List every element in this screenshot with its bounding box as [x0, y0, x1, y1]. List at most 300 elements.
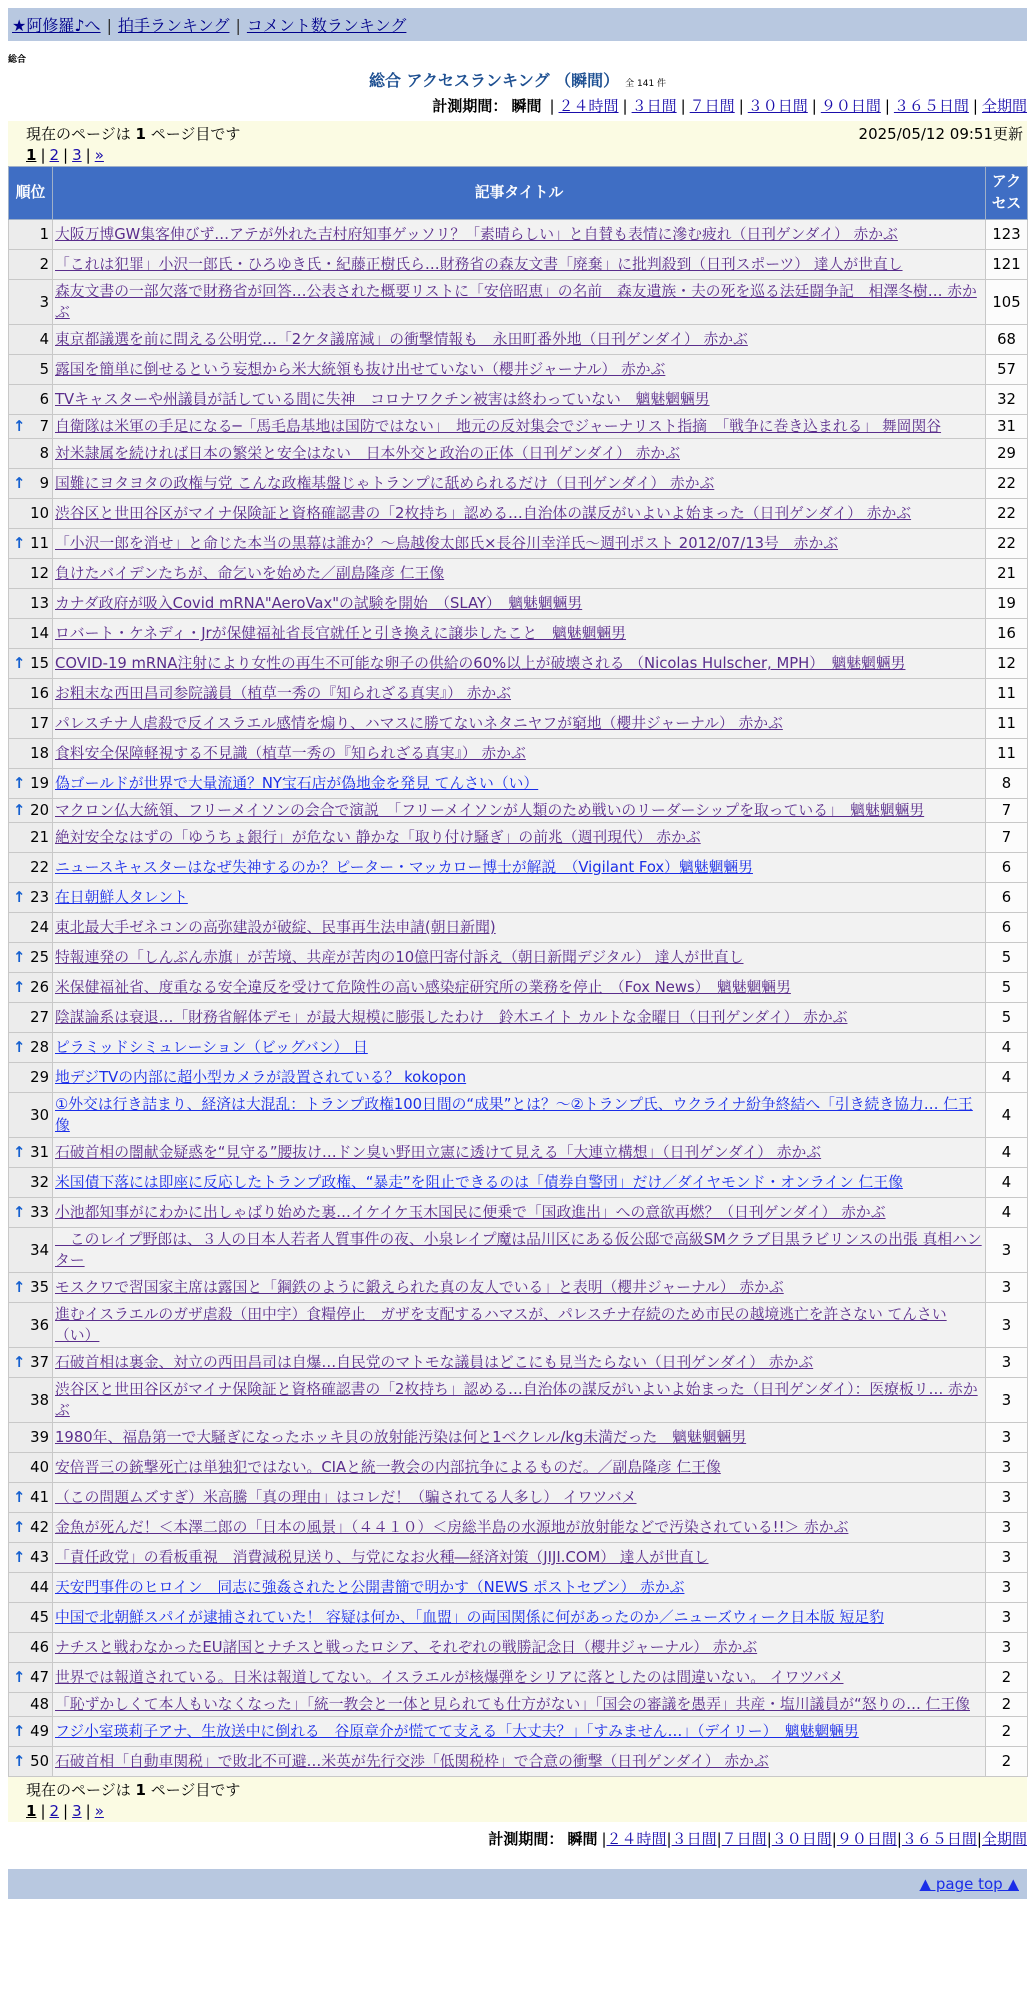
period-label: 計測期間： — [432, 97, 508, 115]
article-title-link[interactable]: フジ小室瑛莉子アナ、生放送中に倒れる 谷原章介が慌てて支える「大丈夫？」「すみません…」（デイリー） 魑魅魍魎男 — [55, 1723, 859, 1740]
title-cell — [53, 1138, 986, 1168]
period-separator: | — [831, 1830, 837, 1848]
rank-cell — [9, 1543, 53, 1573]
rank-cell — [9, 1663, 53, 1693]
rank-cell — [9, 649, 53, 679]
article-title-link[interactable]: 渋谷区と世田谷区がマイナ保険証と資格確認書の「2枚持ち」認める…自治体の謀反がいよいよ始まった（日刊ゲンダイ） 赤かぶ — [55, 505, 912, 522]
access-count: 21 — [986, 559, 1028, 589]
access-count: 4 — [986, 1063, 1028, 1093]
period-link[interactable]: ３０日間 — [747, 97, 808, 115]
rank-number: 38 — [30, 1391, 49, 1409]
rank-cell — [9, 1423, 53, 1453]
article-title-link[interactable]: 在日朝鮮人タレント — [55, 889, 188, 906]
title-cell — [53, 913, 986, 943]
access-count: 2 — [986, 1663, 1028, 1693]
period-link[interactable]: ７日間 — [721, 1830, 767, 1848]
period-separator: | — [716, 1830, 722, 1848]
article-title-link[interactable]: 米保健福祉省、度重なる安全違反を受けて危険性の高い感染症研究所の業務を停止 （Fox News） 魑魅魍魎男 — [55, 979, 791, 996]
table-row — [9, 499, 1028, 529]
rank-cell — [9, 1483, 53, 1513]
access-count: 4 — [986, 1198, 1028, 1228]
rank-number: 32 — [30, 1174, 49, 1191]
page-link[interactable]: 3 — [72, 146, 82, 164]
rank-cell — [9, 619, 53, 649]
title-cell — [53, 220, 986, 250]
table-row — [9, 559, 1028, 589]
title-cell — [53, 1693, 986, 1717]
access-count: 105 — [986, 280, 1028, 325]
access-count: 32 — [986, 385, 1028, 415]
period-link[interactable]: ２４時間 — [558, 97, 619, 115]
header-title: 記事タイトル — [53, 167, 986, 220]
period-separator: | — [601, 1830, 607, 1848]
article-title-link[interactable]: 1980年、福島第一で大騒ぎになったホッキ貝の放射能汚染は何と1ベクレル/kg未満だった 魑魅魍魎男 — [55, 1429, 747, 1446]
rank-number: 10 — [30, 505, 49, 522]
table-row — [9, 529, 1028, 559]
access-count: 11 — [986, 709, 1028, 739]
rank-number: 7 — [39, 418, 49, 435]
rank-number: 43 — [30, 1549, 49, 1566]
article-title-link[interactable]: 進むイスラエルのガザ虐殺（田中宇）食糧停止 ガザを支配するハマスが、パレスチナ存続のため市民の越境逃亡を許さない てんさい（い） — [55, 1306, 947, 1344]
table-row — [9, 1483, 1028, 1513]
table-row — [9, 973, 1028, 1003]
rank-number: 29 — [30, 1069, 49, 1086]
page-separator: | — [85, 146, 91, 164]
period-separator: | — [976, 1830, 982, 1848]
category-label: 総合 — [8, 55, 27, 65]
rank-number: 18 — [30, 745, 49, 762]
title-cell — [53, 280, 986, 325]
article-title-link[interactable]: 国難にヨタヨタの政権与党 こんな政権基盤じゃトランプに舐められるだけ（日刊ゲンダイ） 赤かぶ — [55, 475, 715, 492]
rank-cell — [9, 415, 53, 439]
pagination-top — [26, 146, 1023, 164]
table-row — [9, 439, 1028, 469]
access-count: 6 — [986, 913, 1028, 943]
title-cell — [53, 1747, 986, 1777]
access-count: 2 — [986, 1747, 1028, 1777]
article-title-link[interactable]: 露国を簡単に倒せるという妄想から米大統領も抜け出せていない（櫻井ジャーナル） 赤かぶ — [55, 361, 666, 378]
article-title-link[interactable]: 天安門事件のヒロイン 同志に強姦されたと公開書簡で明かす（NEWS ポストセブン） 赤かぶ — [55, 1579, 685, 1596]
table-row — [9, 250, 1028, 280]
rank-up-arrow-icon: ↑ — [13, 802, 26, 819]
table-row — [9, 1063, 1028, 1093]
title-cell — [53, 853, 986, 883]
rank-cell — [9, 1513, 53, 1543]
article-title-link[interactable]: 食料安全保障軽視する不見識（植草一秀の『知られざる真実』） 赤かぶ — [55, 745, 526, 762]
rank-number: 34 — [30, 1241, 49, 1259]
title-cell — [53, 1063, 986, 1093]
access-count: 3 — [986, 1303, 1028, 1348]
rank-number: 4 — [39, 331, 49, 348]
article-title-link[interactable]: 渋谷区と世田谷区がマイナ保険証と資格確認書の「2枚持ち」認める…自治体の謀反がいよいよ始まった（日刊ゲンダイ）：医療板リ… 赤かぶ — [55, 1381, 978, 1419]
table-row — [9, 325, 1028, 355]
period-link[interactable]: 全期間 — [981, 1830, 1027, 1848]
rank-number: 33 — [30, 1204, 49, 1221]
period-separator: | — [811, 97, 817, 115]
rank-number: 5 — [39, 361, 49, 378]
article-title-link[interactable]: ロバート・ケネディ・Jrが保健福祉省長官就任と引き換えに譲歩したこと 魑魅魍魎男 — [55, 625, 626, 642]
title-cell — [53, 799, 986, 823]
page-link[interactable]: 3 — [72, 1802, 82, 1820]
rank-number: 24 — [30, 919, 49, 936]
article-title-link[interactable]: 中国で北朝鮮スパイが逮捕されていた！ 容疑は何か、「血盟」の両国関係に何があったのか／ニューズウィーク日本版 短足豹 — [55, 1609, 884, 1626]
page-separator: | — [63, 146, 69, 164]
title-cell — [53, 1483, 986, 1513]
article-title-link[interactable]: 「小沢一郎を消せ」と命じた本当の黒幕は誰か？～鳥越俊太郎氏×長谷川幸洋氏～週刊ポスト 2012/07/13号 赤かぶ — [55, 535, 839, 552]
rank-number: 50 — [30, 1753, 49, 1770]
article-title-link[interactable]: 東京都議選を前に問える公明党…「2ケタ議席減」の衝撃情報も 永田町番外地（日刊ゲンダイ） 赤かぶ — [55, 331, 748, 348]
table-row — [9, 1453, 1028, 1483]
period-selector-top — [8, 95, 1027, 116]
article-title-link[interactable]: 石破首相「自動車関税」で敗北不可避…米英が先行交渉「低関税枠」で合意の衝撃（日刊ゲンダイ） 赤かぶ — [55, 1753, 769, 1770]
access-count: 4 — [986, 1168, 1028, 1198]
article-title-link[interactable]: 「これは犯罪」小沢一郎氏・ひろゆき氏・紀藤正樹氏ら…財務省の森友文書「廃棄」に批判殺到（日刊スポーツ） 達人が世直し — [55, 256, 903, 273]
access-count: 6 — [986, 883, 1028, 913]
page-current: 1 — [26, 146, 37, 164]
period-link[interactable]: ２４時間 — [606, 1830, 667, 1848]
page-next-link[interactable]: » — [94, 146, 104, 164]
rank-cell — [9, 1273, 53, 1303]
current-page-text-bottom: 現在のページは 1 ページ目です — [26, 1781, 241, 1799]
article-title-link[interactable]: 偽ゴールドが世界で大量流通？NY宝石店が偽地金を発見 てんさい（い） — [55, 775, 539, 792]
access-count: 3 — [986, 1603, 1028, 1633]
rank-up-arrow-icon: ↑ — [13, 475, 26, 492]
article-title-link[interactable]: お粗末な西田昌司参院議員（植草一秀の『知られざる真実』） 赤かぶ — [55, 685, 512, 702]
article-title-link[interactable]: 東北最大手ゼネコンの高弥建設が破綻、民事再生法申請(朝日新聞) — [55, 919, 496, 936]
article-title-link[interactable]: 森友文書の一部欠落で財務省が回答…公表された概要リストに「安倍昭恵」の名前 森友遺族・夫の死を巡る法廷闘争記 相澤冬樹… 赤かぶ — [55, 283, 977, 321]
rank-up-arrow-icon: ↑ — [13, 1204, 26, 1221]
article-title-link[interactable]: 自衛隊は米軍の手足になる─「馬毛島基地は国防ではない」 地元の反対集会でジャーナリスト指摘 「戦争に巻き込まれる」 舞岡関谷 — [55, 418, 942, 435]
article-title-link[interactable]: 特報連発の「しんぶん赤旗」が苦境、共産が苦肉の10億円寄付訴え（朝日新聞デジタル） 達人が世直し — [55, 949, 744, 966]
rank-number: 3 — [39, 293, 49, 311]
rank-cell — [9, 559, 53, 589]
table-row — [9, 1717, 1028, 1747]
table-row — [9, 679, 1028, 709]
title-cell — [53, 1198, 986, 1228]
table-row — [9, 589, 1028, 619]
access-count: 3 — [986, 1348, 1028, 1378]
article-title-link[interactable]: 世界では報道されている。日米は報道してない。イスラエルが核爆弾をシリアに落としたのは間違いない。 イワツバメ — [55, 1669, 844, 1686]
rank-cell — [9, 943, 53, 973]
period-link[interactable]: ９０日間 — [820, 97, 881, 115]
rank-cell — [9, 1453, 53, 1483]
rank-cell — [9, 1693, 53, 1717]
access-count: 22 — [986, 499, 1028, 529]
rank-up-arrow-icon: ↑ — [13, 1039, 26, 1056]
article-title-link[interactable]: モスクワで習国家主席は露国と「鋼鉄のように鍛えられた真の友人でいる」と表明（櫻井ジャーナル） 赤かぶ — [55, 1279, 784, 1296]
access-count: 6 — [986, 853, 1028, 883]
table-row — [9, 1303, 1028, 1348]
table-header-row — [9, 167, 1028, 220]
rank-cell — [9, 739, 53, 769]
table-row — [9, 823, 1028, 853]
rank-up-arrow-icon: ↑ — [13, 949, 26, 966]
access-count: 3 — [986, 1378, 1028, 1423]
rank-number: 19 — [30, 775, 49, 792]
access-count: 3 — [986, 1423, 1028, 1453]
rank-up-arrow-icon: ↑ — [13, 1489, 26, 1506]
access-count: 3 — [986, 1228, 1028, 1273]
title-cell — [53, 250, 986, 280]
access-count: 68 — [986, 325, 1028, 355]
table-row — [9, 709, 1028, 739]
table-row — [9, 1543, 1028, 1573]
rank-cell — [9, 469, 53, 499]
rank-cell — [9, 823, 53, 853]
title-cell — [53, 1633, 986, 1663]
page-title-text: 総合 アクセスランキング （瞬間） — [368, 71, 620, 90]
period-link[interactable]: ３日間 — [671, 1830, 717, 1848]
rank-up-arrow-icon: ↑ — [13, 1279, 26, 1296]
period-separator: | — [666, 1830, 672, 1848]
access-count: 4 — [986, 1138, 1028, 1168]
rank-cell — [9, 325, 53, 355]
rank-number: 17 — [30, 715, 49, 732]
article-title-link[interactable]: 「責任政党」の看板重視 消費減税見送り、与党になお火種―経済対策（JIJI.COM） 達人が世直し — [55, 1549, 709, 1566]
rank-cell — [9, 1168, 53, 1198]
access-count: 3 — [986, 1273, 1028, 1303]
table-row — [9, 649, 1028, 679]
article-title-link[interactable]: パレスチナ人虐殺で反イスラエル感情を煽り、ハマスに勝てないネタニヤフが窮地（櫻井ジャーナル） 赤かぶ — [55, 715, 783, 732]
access-count: 3 — [986, 1513, 1028, 1543]
article-title-link[interactable]: このレイプ野郎は、３人の日本人若者人質事件の夜、小泉レイプ魔は品川区にある仮公邸で高級SMクラブ目黒ラビリンスの出張 真相ハンター — [55, 1231, 982, 1269]
rank-number: 22 — [30, 859, 49, 876]
article-title-link[interactable]: ①外交は行き詰まり、経済は大混乱：トランプ政権100日間の“成果”とは？～②トランプ氏、ウクライナ紛争終結へ「引き続き協力… 仁王像 — [55, 1096, 973, 1134]
period-separator: | — [738, 97, 744, 115]
article-title-link[interactable]: 小池都知事がにわかに出しゃばり始めた裏…イケイケ玉木国民に便乗で「国政進出」への意欲再燃？（日刊ゲンダイ） 赤かぶ — [55, 1204, 886, 1221]
rank-number: 41 — [30, 1489, 49, 1506]
title-cell — [53, 529, 986, 559]
article-title-link[interactable]: 地デジTVの内部に超小型カメラが設置されている？ kokopon — [55, 1069, 467, 1086]
rank-cell — [9, 589, 53, 619]
rank-number: 37 — [30, 1354, 49, 1371]
title-cell — [53, 1453, 986, 1483]
rank-cell — [9, 709, 53, 739]
rank-number: 6 — [39, 391, 49, 408]
title-cell — [53, 823, 986, 853]
article-title-link[interactable]: ナチスと戦わなかったEU諸国とナチスと戦ったロシア、それぞれの戦勝記念日（櫻井ジャーナル） 赤かぶ — [55, 1639, 758, 1656]
access-count: 7 — [986, 823, 1028, 853]
title-cell — [53, 1093, 986, 1138]
table-row — [9, 853, 1028, 883]
title-cell — [53, 1717, 986, 1747]
table-row — [9, 883, 1028, 913]
access-count: 3 — [986, 1453, 1028, 1483]
access-count: 19 — [986, 589, 1028, 619]
rank-number: 12 — [30, 565, 49, 582]
table-row — [9, 1423, 1028, 1453]
access-count: 5 — [986, 943, 1028, 973]
rank-cell — [9, 799, 53, 823]
title-cell — [53, 1003, 986, 1033]
period-current: 瞬間 — [511, 97, 542, 115]
nav-link-asyura-home[interactable]: ★阿修羅♪へ — [12, 16, 101, 35]
article-title-link[interactable]: TVキャスターや州議員が話している間に失神 コロナワクチン被害は終わっていない 魑魅魍魎男 — [55, 391, 710, 408]
period-separator: | — [622, 97, 628, 115]
period-link[interactable]: ３日間 — [631, 97, 677, 115]
rank-cell — [9, 220, 53, 250]
access-count: 121 — [986, 250, 1028, 280]
period-separator: | — [766, 1830, 772, 1848]
page-current: 1 — [26, 1802, 37, 1820]
table-row — [9, 1693, 1028, 1717]
article-title-link[interactable]: COVID-19 mRNA注射により女性の再生不可能な卵子の供給の60%以上が破壊される （Nicolas Hulscher, MPH） 魑魅魍魎男 — [55, 655, 906, 672]
article-title-link[interactable]: 陰謀論系は衰退…「財務省解体デモ」が最大規模に膨張したわけ 鈴木エイト カルトな金曜日（日刊ゲンダイ） 赤かぶ — [55, 1009, 848, 1026]
title-cell — [53, 1603, 986, 1633]
table-row — [9, 1033, 1028, 1063]
rank-cell — [9, 1747, 53, 1777]
rank-cell — [9, 1138, 53, 1168]
period-link[interactable]: ７日間 — [689, 97, 735, 115]
rank-number: 39 — [30, 1429, 49, 1446]
article-title-link[interactable]: 石破首相は裏金、対立の西田昌司は自爆…自民党のマトモな議員はどこにも見当たらない（日刊ゲンダイ） 赤かぶ — [55, 1354, 814, 1371]
article-title-link[interactable]: 対米隷属を続ければ日本の繁栄と安全はない 日本外交と政治の正体（日刊ゲンダイ） 赤かぶ — [55, 445, 680, 462]
period-link[interactable]: ３６５日間 — [901, 1830, 977, 1848]
access-count: 3 — [986, 1543, 1028, 1573]
title-cell — [53, 355, 986, 385]
rank-number: 23 — [30, 889, 49, 906]
article-title-link[interactable]: ピラミッドシミュレーション（ビッグバン） 日 — [55, 1039, 368, 1056]
article-title-link[interactable]: マクロン仏大統領、フリーメイソンの会合で演説 「フリーメイソンが人類のため戦いのリーダーシップを取っている」 魑魅魍魎男 — [55, 802, 925, 819]
title-cell — [53, 1033, 986, 1063]
rank-up-arrow-icon: ↑ — [13, 1549, 26, 1566]
table-row — [9, 1198, 1028, 1228]
page-separator: | — [63, 1802, 69, 1820]
article-title-link[interactable]: カナダ政府が吸入Covid mRNA"AeroVax"の試験を開始 （SLAY） 魑魅魍魎男 — [55, 595, 583, 612]
title-cell — [53, 415, 986, 439]
article-title-link[interactable]: ニュースキャスターはなぜ失神するのか？ピーター・マッカロー博士が解説 （Vigilant Fox）魑魅魍魎男 — [55, 859, 753, 876]
title-cell — [53, 1168, 986, 1198]
rank-cell — [9, 250, 53, 280]
page-info-top — [8, 121, 1027, 166]
page-next-link[interactable]: » — [94, 1802, 104, 1820]
rank-cell — [9, 1717, 53, 1747]
table-row — [9, 619, 1028, 649]
ranking-table — [8, 166, 1028, 1777]
rank-up-arrow-icon: ↑ — [13, 775, 26, 792]
rank-up-arrow-icon: ↑ — [13, 655, 26, 672]
access-count: 22 — [986, 469, 1028, 499]
title-cell — [53, 589, 986, 619]
period-link[interactable]: ３０日間 — [771, 1830, 832, 1848]
table-row — [9, 1003, 1028, 1033]
article-title-link[interactable]: 大阪万博GW集客伸びず…アテが外れた吉村府知事ゲッソリ？「素晴らしい」と自賛も表情に滲む疲れ（日刊ゲンダイ） 赤かぶ — [55, 226, 898, 243]
table-row — [9, 1603, 1028, 1633]
rank-cell — [9, 1228, 53, 1273]
title-cell — [53, 1378, 986, 1423]
title-cell — [53, 619, 986, 649]
article-title-link[interactable]: 「恥ずかしくて本人もいなくなった」「統一教会と一体と見られても仕方がない」「国会の審議を愚弄」共産・塩川議員が“怒りの… 仁王像 — [55, 1696, 970, 1713]
rank-number: 25 — [30, 949, 49, 966]
period-link[interactable]: ９０日間 — [836, 1830, 897, 1848]
rank-number: 40 — [30, 1459, 49, 1476]
page-top-link[interactable]: ▲ page top ▲ — [919, 1875, 1019, 1893]
rank-number: 13 — [30, 595, 49, 612]
table-row — [9, 799, 1028, 823]
access-count: 11 — [986, 679, 1028, 709]
rank-number: 14 — [30, 625, 49, 642]
article-title-link[interactable]: （この問題ムズすぎ）米高騰「真の理由」はコレだ！（騙されてる人多し） イワツバメ — [55, 1489, 637, 1506]
access-count: 11 — [986, 739, 1028, 769]
table-row — [9, 469, 1028, 499]
title-cell — [53, 1303, 986, 1348]
period-separator: | — [549, 97, 555, 115]
title-cell — [53, 973, 986, 1003]
article-title-link[interactable]: 負けたバイデンたちが、命乞いを始めた／副島隆彦 仁王像 — [55, 565, 445, 582]
page-link[interactable]: 2 — [49, 146, 60, 164]
page-link[interactable]: 2 — [49, 1802, 60, 1820]
header-rank: 順位 — [9, 167, 53, 220]
nav-link-comment-ranking[interactable]: コメント数ランキング — [246, 16, 407, 35]
period-link[interactable]: ３６５日間 — [893, 97, 969, 115]
article-title-link[interactable]: 安倍晋三の銃撃死亡は単独犯ではない。CIAと統一教会の内部抗争によるものだ。／副島隆彦 仁王像 — [55, 1459, 721, 1476]
access-count: 2 — [986, 1693, 1028, 1717]
rank-number: 44 — [30, 1579, 49, 1596]
table-row — [9, 943, 1028, 973]
rank-number: 28 — [30, 1039, 49, 1056]
title-cell — [53, 1513, 986, 1543]
header-access: アクセス — [986, 167, 1028, 220]
footer-bar — [8, 1869, 1027, 1899]
title-cell — [53, 385, 986, 415]
title-cell — [53, 649, 986, 679]
rank-up-arrow-icon: ↑ — [13, 889, 26, 906]
table-row — [9, 1663, 1028, 1693]
article-title-link[interactable]: 絶対安全なはずの「ゆうちょ銀行」が危ない 静かな「取り付け騒ぎ」の前兆（週刊現代） 赤かぶ — [55, 829, 701, 846]
article-title-link[interactable]: 米国債下落には即座に反応したトランプ政権、“暴走”を阻止できるのは「債券自警団」だけ／ダイヤモンド・オンライン 仁王像 — [55, 1174, 903, 1191]
rank-number: 21 — [30, 829, 49, 846]
access-count: 4 — [986, 1093, 1028, 1138]
title-cell — [53, 1273, 986, 1303]
rank-up-arrow-icon: ↑ — [13, 535, 26, 552]
title-cell — [53, 499, 986, 529]
access-count: 4 — [986, 1033, 1028, 1063]
title-cell — [53, 679, 986, 709]
rank-number: 8 — [39, 445, 49, 462]
rank-cell — [9, 1303, 53, 1348]
period-separator: | — [896, 1830, 902, 1848]
access-count: 2 — [986, 1717, 1028, 1747]
title-cell — [53, 1543, 986, 1573]
access-count: 22 — [986, 529, 1028, 559]
rank-up-arrow-icon: ↑ — [13, 1144, 26, 1161]
access-count: 29 — [986, 439, 1028, 469]
rank-up-arrow-icon: ↑ — [13, 1519, 26, 1536]
total-count: 全 141 件 — [625, 79, 667, 89]
period-separator: | — [884, 97, 890, 115]
title-cell — [53, 1228, 986, 1273]
rank-cell — [9, 1573, 53, 1603]
rank-number: 11 — [30, 535, 49, 552]
rank-number: 1 — [39, 226, 49, 243]
access-count: 12 — [986, 649, 1028, 679]
rank-number: 26 — [30, 979, 49, 996]
table-row — [9, 1378, 1028, 1423]
table-row — [9, 1348, 1028, 1378]
nav-link-clap-ranking[interactable]: 拍手ランキング — [117, 16, 230, 35]
rank-number: 47 — [30, 1669, 49, 1686]
table-row — [9, 1573, 1028, 1603]
page-title — [0, 68, 1035, 91]
period-link[interactable]: 全期間 — [981, 97, 1027, 115]
rank-number: 49 — [30, 1723, 49, 1740]
title-cell — [53, 325, 986, 355]
page-separator: | — [40, 146, 46, 164]
article-title-link[interactable]: 石破首相の闇献金疑惑を“見守る”腰抜け…ドン臭い野田立憲に透けて見える「大連立構想」（日刊ゲンダイ） 赤かぶ — [55, 1144, 822, 1161]
updated-timestamp: 2025/05/12 09:51更新 — [858, 125, 1023, 143]
article-title-link[interactable]: 金魚が死んだ！＜本澤二郎の「日本の風景」（４４１０）＜房総半島の水源地が放射能などで汚染されている!!＞ 赤かぶ — [55, 1519, 849, 1536]
rank-number: 16 — [30, 685, 49, 702]
